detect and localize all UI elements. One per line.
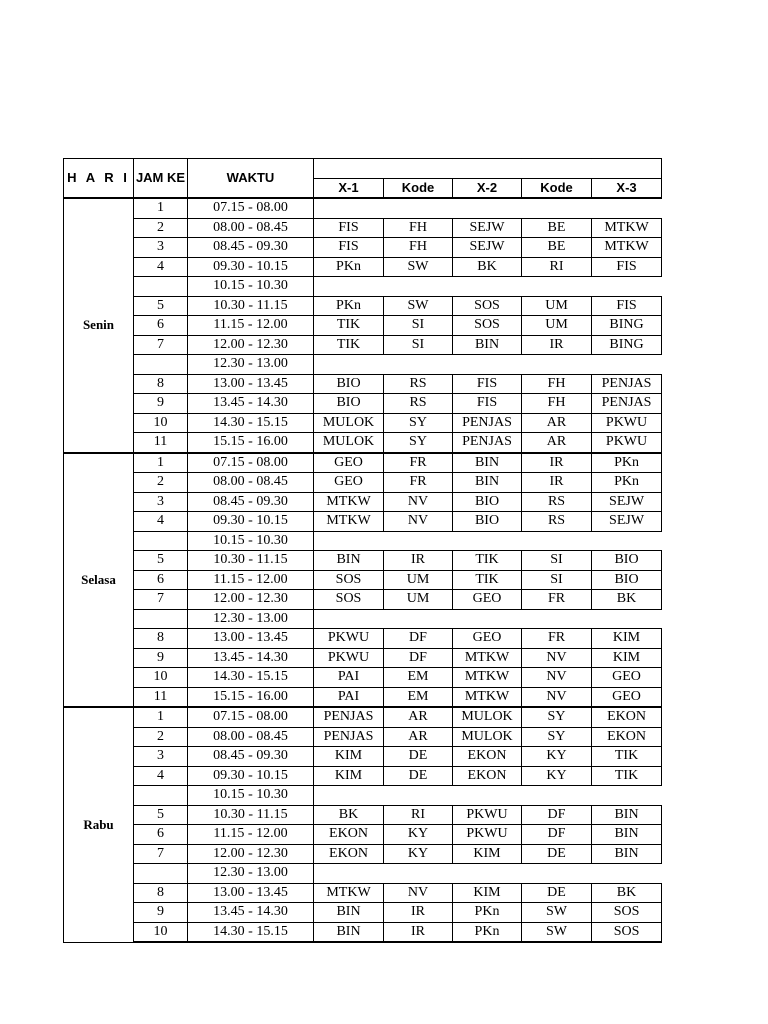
jam-cell <box>134 864 188 884</box>
code-cell: FR <box>384 473 453 493</box>
table-row <box>64 747 662 767</box>
subject-cell: BIO <box>453 492 522 512</box>
code-cell: IR <box>384 551 453 571</box>
jam-cell: 2 <box>134 218 188 238</box>
table-row <box>64 687 662 707</box>
table-row <box>64 453 662 473</box>
subject-cell: PENJAS <box>314 707 384 727</box>
subject-cell: MULOK <box>314 413 384 433</box>
table-row <box>64 883 662 903</box>
subject-cell: GEO <box>453 629 522 649</box>
waktu-cell: 13.45 - 14.30 <box>188 648 314 668</box>
subject-cell: SOS <box>453 296 522 316</box>
table-row <box>64 825 662 845</box>
subject-cell: MTKW <box>453 687 522 707</box>
waktu-cell: 12.00 - 12.30 <box>188 590 314 610</box>
jam-cell: 4 <box>134 766 188 786</box>
subject-cell: BK <box>314 805 384 825</box>
code-cell: SW <box>522 903 592 923</box>
jam-cell <box>134 786 188 806</box>
code-cell: SW <box>522 922 592 942</box>
break-cell <box>314 355 662 375</box>
jam-cell: 8 <box>134 883 188 903</box>
table-row <box>64 218 662 238</box>
table-row <box>64 668 662 688</box>
code-cell: DF <box>384 648 453 668</box>
day-label: Senin <box>64 198 134 453</box>
code-cell: SI <box>384 316 453 336</box>
header-hari: H A R I <box>64 159 134 199</box>
code-cell: NV <box>522 668 592 688</box>
jam-cell: 2 <box>134 727 188 747</box>
table-row <box>64 629 662 649</box>
table-row <box>64 590 662 610</box>
header-waktu: WAKTU <box>188 159 314 199</box>
code-cell: AR <box>522 433 592 453</box>
waktu-cell: 12.00 - 12.30 <box>188 335 314 355</box>
subject-cell: MULOK <box>453 707 522 727</box>
code-cell: DF <box>384 629 453 649</box>
header-x2: X-2 <box>453 178 522 198</box>
subject-cell: PENJAS <box>592 374 662 394</box>
header-jam-ke: JAM KE <box>134 159 188 199</box>
code-cell: KY <box>384 825 453 845</box>
subject-cell: SOS <box>314 590 384 610</box>
code-cell: IR <box>384 922 453 942</box>
code-cell: IR <box>522 453 592 473</box>
subject-cell: PKWU <box>453 805 522 825</box>
code-cell: DE <box>522 844 592 864</box>
subject-cell: GEO <box>453 590 522 610</box>
table-row <box>64 531 662 551</box>
header-class-group <box>314 159 662 179</box>
code-cell: FR <box>522 629 592 649</box>
code-cell: IR <box>522 335 592 355</box>
code-cell: NV <box>384 512 453 532</box>
code-cell: DF <box>522 825 592 845</box>
subject-cell: SOS <box>592 903 662 923</box>
table-header <box>64 159 662 199</box>
subject-cell: FIS <box>453 394 522 414</box>
waktu-cell: 10.30 - 11.15 <box>188 805 314 825</box>
table-row <box>64 727 662 747</box>
subject-cell: PKWU <box>592 413 662 433</box>
subject-cell: MTKW <box>314 883 384 903</box>
waktu-cell: 12.30 - 13.00 <box>188 609 314 629</box>
waktu-cell: 10.30 - 11.15 <box>188 296 314 316</box>
waktu-cell: 08.00 - 08.45 <box>188 218 314 238</box>
subject-cell: EKON <box>314 844 384 864</box>
schedule-table <box>63 158 662 943</box>
subject-cell: BIO <box>314 394 384 414</box>
code-cell: EM <box>384 668 453 688</box>
subject-cell: BIN <box>453 473 522 493</box>
subject-cell: BIN <box>314 903 384 923</box>
jam-cell: 7 <box>134 590 188 610</box>
subject-cell: GEO <box>592 687 662 707</box>
jam-cell: 3 <box>134 747 188 767</box>
jam-cell: 3 <box>134 238 188 258</box>
table-row <box>64 551 662 571</box>
subject-cell: MTKW <box>314 492 384 512</box>
code-cell: SY <box>522 707 592 727</box>
jam-cell: 11 <box>134 433 188 453</box>
waktu-cell: 10.30 - 11.15 <box>188 551 314 571</box>
subject-cell: PKn <box>314 257 384 277</box>
code-cell: NV <box>384 492 453 512</box>
subject-cell: KIM <box>592 648 662 668</box>
table-row <box>64 198 662 218</box>
subject-cell: GEO <box>314 473 384 493</box>
subject-cell: PKn <box>314 296 384 316</box>
jam-cell: 7 <box>134 335 188 355</box>
code-cell: SI <box>384 335 453 355</box>
waktu-cell: 14.30 - 15.15 <box>188 922 314 942</box>
subject-cell: PENJAS <box>592 394 662 414</box>
subject-cell: PAI <box>314 668 384 688</box>
table-row <box>64 374 662 394</box>
jam-cell: 6 <box>134 316 188 336</box>
waktu-cell: 13.45 - 14.30 <box>188 903 314 923</box>
jam-cell: 7 <box>134 844 188 864</box>
table-row <box>64 257 662 277</box>
subject-cell: BING <box>592 335 662 355</box>
code-cell: NV <box>522 687 592 707</box>
jam-cell: 8 <box>134 374 188 394</box>
subject-cell: PKn <box>453 922 522 942</box>
subject-cell: KIM <box>314 747 384 767</box>
waktu-cell: 10.15 - 10.30 <box>188 786 314 806</box>
jam-cell: 9 <box>134 394 188 414</box>
jam-cell: 4 <box>134 512 188 532</box>
table-row <box>64 570 662 590</box>
subject-cell: EKON <box>453 766 522 786</box>
subject-cell: PKn <box>592 453 662 473</box>
jam-cell: 1 <box>134 453 188 473</box>
table-row <box>64 766 662 786</box>
code-cell: UM <box>384 570 453 590</box>
subject-cell: BK <box>453 257 522 277</box>
waktu-cell: 08.00 - 08.45 <box>188 473 314 493</box>
code-cell: RS <box>522 492 592 512</box>
subject-cell: PKWU <box>592 433 662 453</box>
code-cell: RS <box>522 512 592 532</box>
waktu-cell: 08.45 - 09.30 <box>188 238 314 258</box>
subject-cell: EKON <box>314 825 384 845</box>
subject-cell: FIS <box>314 238 384 258</box>
waktu-cell: 14.30 - 15.15 <box>188 668 314 688</box>
subject-cell: MULOK <box>314 433 384 453</box>
jam-cell: 9 <box>134 903 188 923</box>
table-row <box>64 922 662 942</box>
waktu-cell: 10.15 - 10.30 <box>188 531 314 551</box>
break-cell <box>314 609 662 629</box>
waktu-cell: 09.30 - 10.15 <box>188 257 314 277</box>
break-cell <box>314 531 662 551</box>
waktu-cell: 07.15 - 08.00 <box>188 707 314 727</box>
waktu-cell: 11.15 - 12.00 <box>188 570 314 590</box>
code-cell: SW <box>384 257 453 277</box>
subject-cell: PENJAS <box>453 433 522 453</box>
subject-cell: KIM <box>453 883 522 903</box>
subject-cell: SEJW <box>592 512 662 532</box>
subject-cell: SEJW <box>453 218 522 238</box>
table-row <box>64 844 662 864</box>
subject-cell: BIO <box>453 512 522 532</box>
code-cell: FH <box>384 218 453 238</box>
code-cell: DE <box>384 747 453 767</box>
subject-cell: MTKW <box>314 512 384 532</box>
code-cell: SI <box>522 551 592 571</box>
subject-cell: PAI <box>314 687 384 707</box>
subject-cell: MTKW <box>592 238 662 258</box>
subject-cell: BIN <box>453 453 522 473</box>
code-cell: SW <box>384 296 453 316</box>
waktu-cell: 07.15 - 08.00 <box>188 453 314 473</box>
code-cell: EM <box>384 687 453 707</box>
subject-cell: BK <box>592 590 662 610</box>
code-cell: UM <box>384 590 453 610</box>
subject-cell: PKn <box>453 903 522 923</box>
header-x1: X-1 <box>314 178 384 198</box>
waktu-cell: 10.15 - 10.30 <box>188 277 314 297</box>
code-cell: FH <box>522 374 592 394</box>
code-cell: UM <box>522 316 592 336</box>
waktu-cell: 11.15 - 12.00 <box>188 825 314 845</box>
code-cell: DF <box>522 805 592 825</box>
subject-cell: TIK <box>453 570 522 590</box>
header-x3: X-3 <box>592 178 662 198</box>
subject-cell: BING <box>592 316 662 336</box>
subject-cell: GEO <box>314 453 384 473</box>
table-row <box>64 433 662 453</box>
waktu-cell: 13.00 - 13.45 <box>188 883 314 903</box>
code-cell: SY <box>384 413 453 433</box>
subject-cell: MTKW <box>453 648 522 668</box>
subject-cell: BIN <box>453 335 522 355</box>
jam-cell: 11 <box>134 687 188 707</box>
table-row <box>64 609 662 629</box>
jam-cell: 6 <box>134 570 188 590</box>
waktu-cell: 15.15 - 16.00 <box>188 687 314 707</box>
table-row <box>64 394 662 414</box>
table-row <box>64 413 662 433</box>
code-cell: AR <box>384 707 453 727</box>
code-cell: FR <box>384 453 453 473</box>
subject-cell: BIN <box>314 922 384 942</box>
code-cell: KY <box>522 747 592 767</box>
table-row <box>64 238 662 258</box>
subject-cell: MTKW <box>453 668 522 688</box>
waktu-cell: 12.30 - 13.00 <box>188 864 314 884</box>
break-cell <box>314 786 662 806</box>
waktu-cell: 12.30 - 13.00 <box>188 355 314 375</box>
subject-cell: FIS <box>453 374 522 394</box>
table-row <box>64 277 662 297</box>
jam-cell: 3 <box>134 492 188 512</box>
code-cell: DE <box>384 766 453 786</box>
code-cell: SY <box>384 433 453 453</box>
subject-cell: FIS <box>314 218 384 238</box>
subject-cell: PENJAS <box>453 413 522 433</box>
table-row <box>64 864 662 884</box>
subject-cell: TIK <box>453 551 522 571</box>
break-cell <box>314 198 662 218</box>
subject-cell: BIN <box>592 805 662 825</box>
jam-cell <box>134 531 188 551</box>
code-cell: AR <box>384 727 453 747</box>
break-cell <box>314 277 662 297</box>
code-cell: BE <box>522 238 592 258</box>
code-cell: NV <box>522 648 592 668</box>
table-row <box>64 492 662 512</box>
subject-cell: SOS <box>592 922 662 942</box>
table-row <box>64 316 662 336</box>
waktu-cell: 15.15 - 16.00 <box>188 433 314 453</box>
subject-cell: KIM <box>592 629 662 649</box>
waktu-cell: 13.00 - 13.45 <box>188 629 314 649</box>
code-cell: IR <box>522 473 592 493</box>
jam-cell: 9 <box>134 648 188 668</box>
jam-cell: 5 <box>134 805 188 825</box>
jam-cell: 5 <box>134 551 188 571</box>
break-cell <box>314 864 662 884</box>
subject-cell: BIN <box>592 825 662 845</box>
code-cell: RI <box>384 805 453 825</box>
subject-cell: SEJW <box>453 238 522 258</box>
waktu-cell: 08.00 - 08.45 <box>188 727 314 747</box>
waktu-cell: 09.30 - 10.15 <box>188 766 314 786</box>
day-label: Rabu <box>64 707 134 942</box>
jam-cell: 5 <box>134 296 188 316</box>
code-cell: FR <box>522 590 592 610</box>
code-cell: KY <box>384 844 453 864</box>
table-row <box>64 786 662 806</box>
subject-cell: KIM <box>453 844 522 864</box>
waktu-cell: 13.00 - 13.45 <box>188 374 314 394</box>
waktu-cell: 09.30 - 10.15 <box>188 512 314 532</box>
table-row <box>64 512 662 532</box>
subject-cell: FIS <box>592 296 662 316</box>
header-kode-2: Kode <box>522 178 592 198</box>
table-body <box>64 198 662 942</box>
subject-cell: EKON <box>453 747 522 767</box>
subject-cell: BIO <box>592 570 662 590</box>
jam-cell <box>134 609 188 629</box>
subject-cell: SOS <box>314 570 384 590</box>
subject-cell: PKWU <box>453 825 522 845</box>
subject-cell: EKON <box>592 707 662 727</box>
subject-cell: MTKW <box>592 218 662 238</box>
subject-cell: BIN <box>314 551 384 571</box>
table-row <box>64 355 662 375</box>
subject-cell: BIO <box>592 551 662 571</box>
code-cell: DE <box>522 883 592 903</box>
code-cell: FH <box>522 394 592 414</box>
subject-cell: SOS <box>453 316 522 336</box>
waktu-cell: 08.45 - 09.30 <box>188 492 314 512</box>
subject-cell: PKWU <box>314 648 384 668</box>
code-cell: AR <box>522 413 592 433</box>
table-row <box>64 648 662 668</box>
waktu-cell: 08.45 - 09.30 <box>188 747 314 767</box>
subject-cell: BIN <box>592 844 662 864</box>
subject-cell: GEO <box>592 668 662 688</box>
table-row <box>64 805 662 825</box>
code-cell: BE <box>522 218 592 238</box>
subject-cell: BIO <box>314 374 384 394</box>
waktu-cell: 07.15 - 08.00 <box>188 198 314 218</box>
code-cell: RS <box>384 394 453 414</box>
subject-cell: MULOK <box>453 727 522 747</box>
code-cell: UM <box>522 296 592 316</box>
day-label: Selasa <box>64 453 134 708</box>
code-cell: SI <box>522 570 592 590</box>
code-cell: RI <box>522 257 592 277</box>
waktu-cell: 11.15 - 12.00 <box>188 316 314 336</box>
jam-cell: 10 <box>134 922 188 942</box>
jam-cell: 2 <box>134 473 188 493</box>
code-cell: SY <box>522 727 592 747</box>
table-row <box>64 903 662 923</box>
subject-cell: TIK <box>314 335 384 355</box>
subject-cell: TIK <box>592 747 662 767</box>
subject-cell: TIK <box>314 316 384 336</box>
jam-cell: 1 <box>134 198 188 218</box>
jam-cell: 8 <box>134 629 188 649</box>
code-cell: KY <box>522 766 592 786</box>
subject-cell: FIS <box>592 257 662 277</box>
table-row <box>64 296 662 316</box>
jam-cell: 1 <box>134 707 188 727</box>
code-cell: IR <box>384 903 453 923</box>
subject-cell: SEJW <box>592 492 662 512</box>
table-row <box>64 707 662 727</box>
waktu-cell: 14.30 - 15.15 <box>188 413 314 433</box>
subject-cell: PKn <box>592 473 662 493</box>
subject-cell: KIM <box>314 766 384 786</box>
jam-cell: 10 <box>134 413 188 433</box>
code-cell: FH <box>384 238 453 258</box>
jam-cell: 4 <box>134 257 188 277</box>
jam-cell <box>134 277 188 297</box>
table-row <box>64 473 662 493</box>
jam-cell: 10 <box>134 668 188 688</box>
subject-cell: BK <box>592 883 662 903</box>
jam-cell <box>134 355 188 375</box>
header-kode-1: Kode <box>384 178 453 198</box>
waktu-cell: 12.00 - 12.30 <box>188 844 314 864</box>
table-row <box>64 335 662 355</box>
subject-cell: EKON <box>592 727 662 747</box>
code-cell: NV <box>384 883 453 903</box>
code-cell: RS <box>384 374 453 394</box>
waktu-cell: 13.45 - 14.30 <box>188 394 314 414</box>
subject-cell: PKWU <box>314 629 384 649</box>
subject-cell: PENJAS <box>314 727 384 747</box>
subject-cell: TIK <box>592 766 662 786</box>
jam-cell: 6 <box>134 825 188 845</box>
